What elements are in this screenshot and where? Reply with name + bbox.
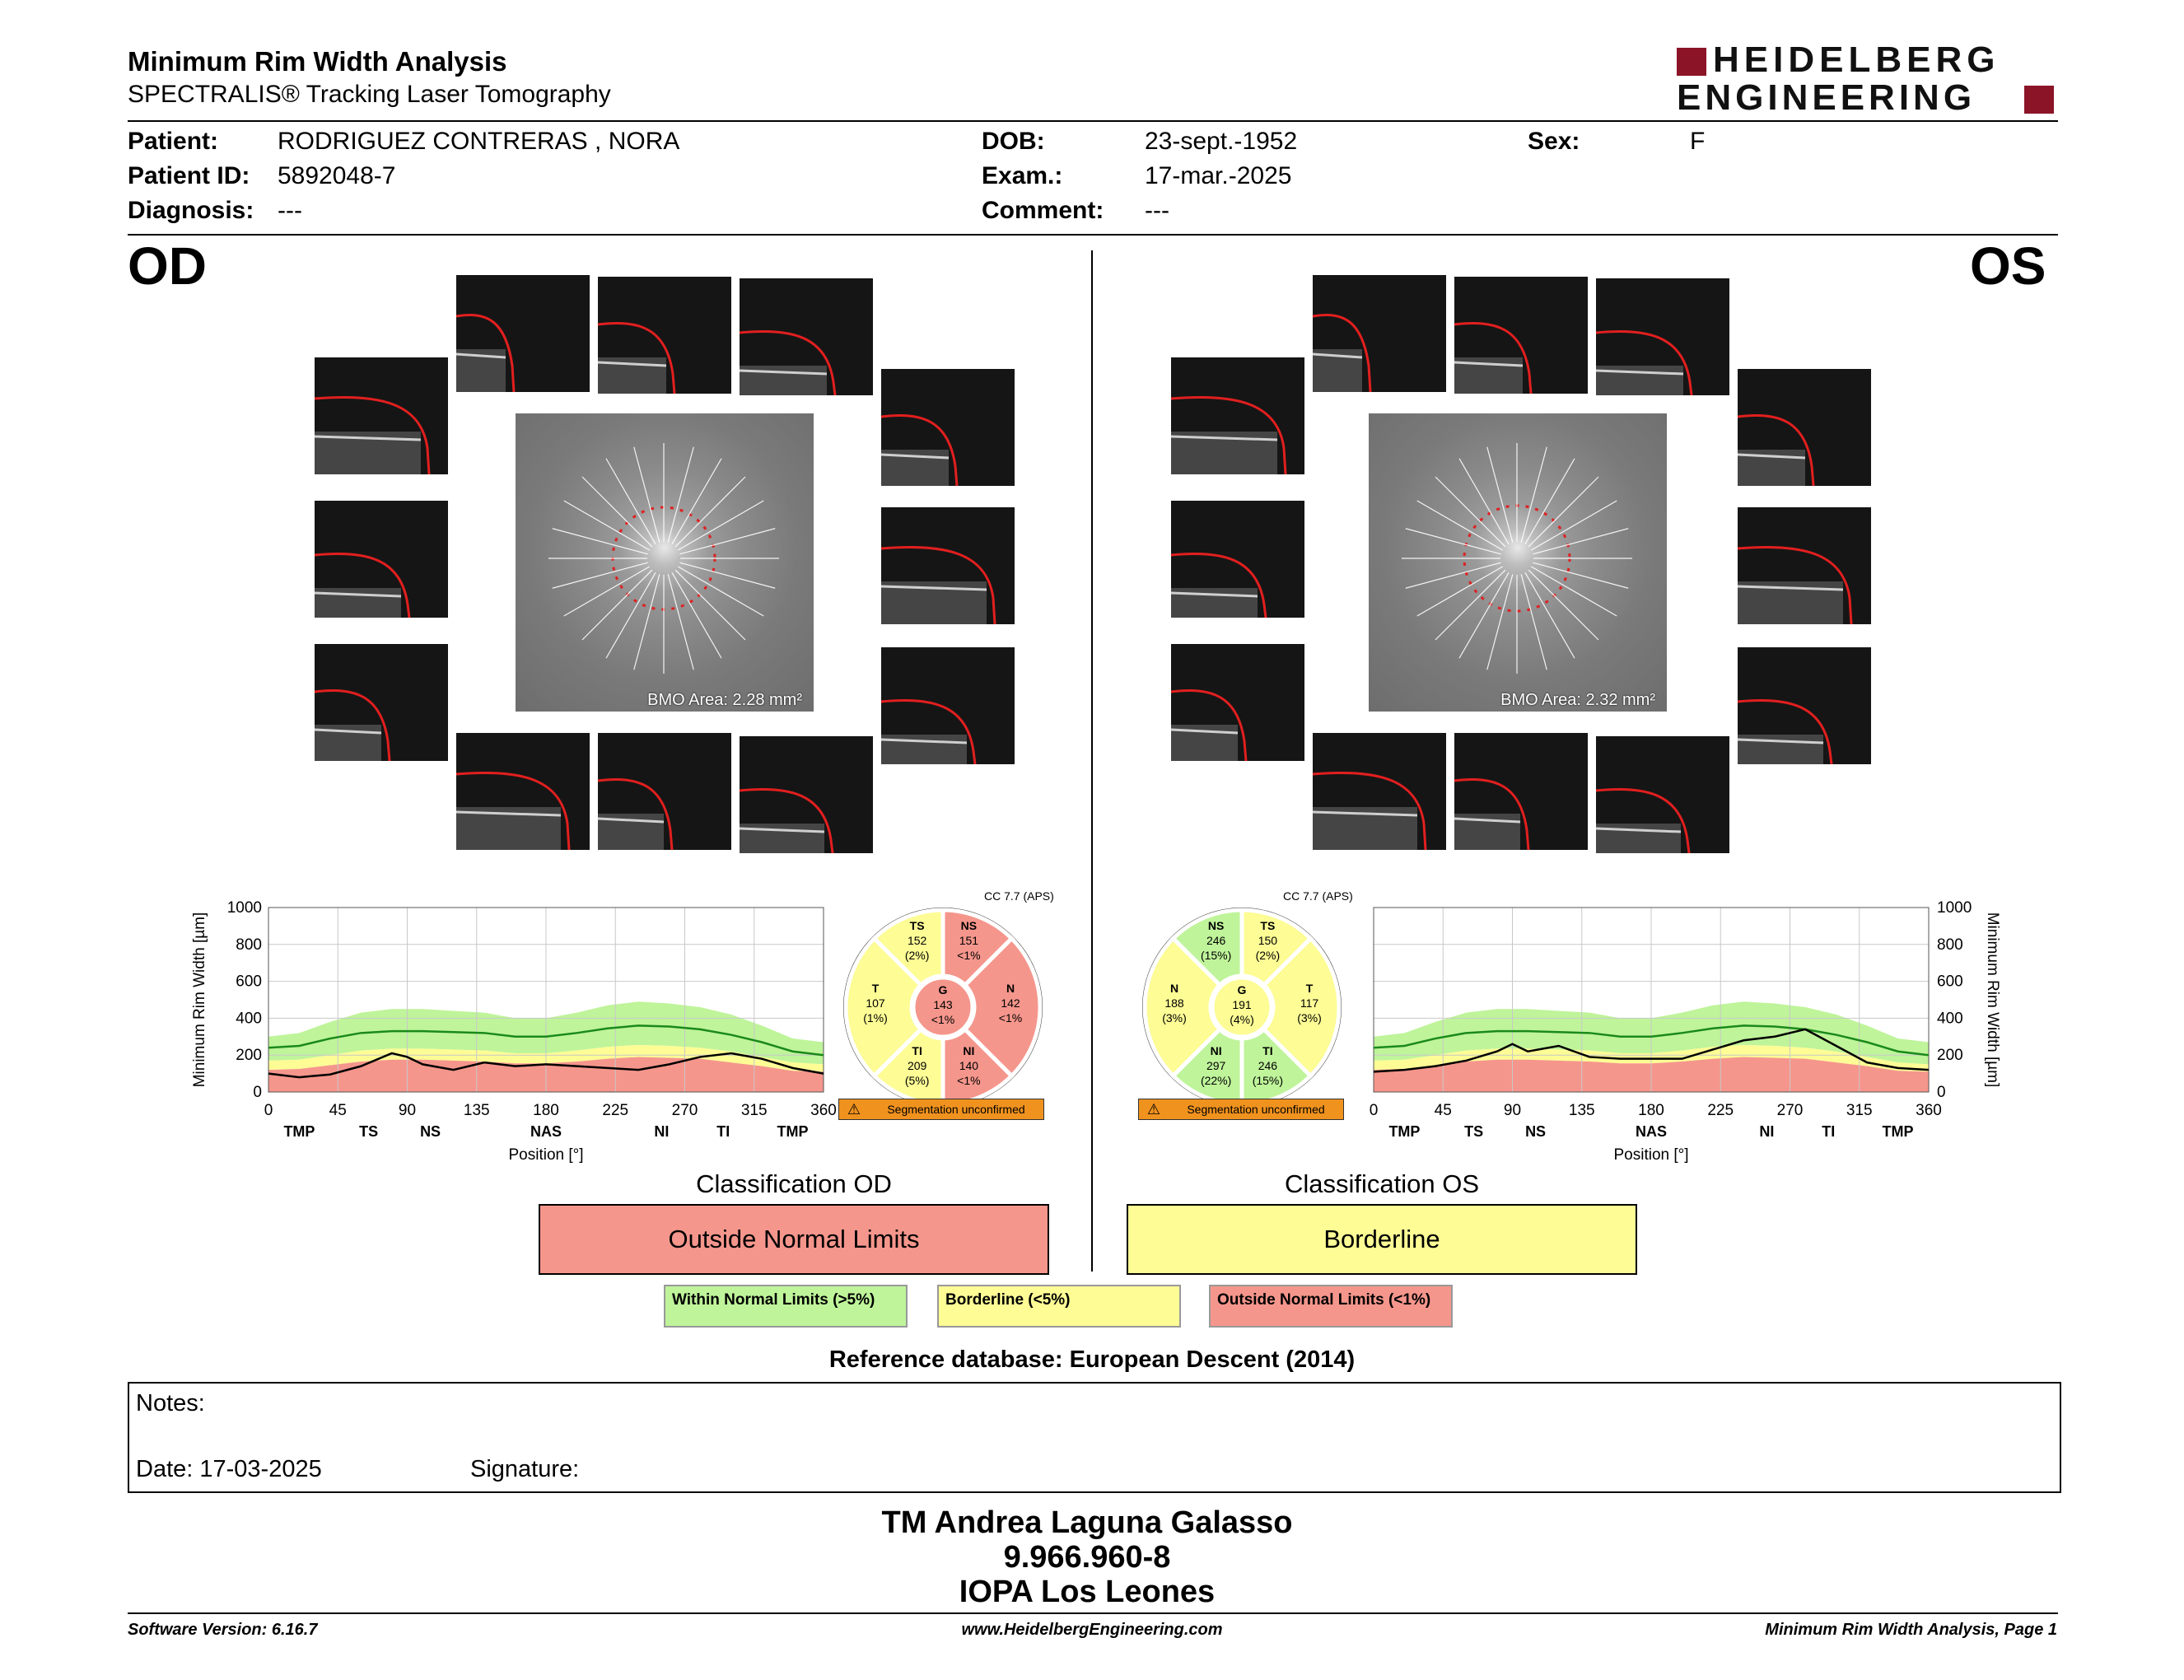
od-sector-label: TMP: [283, 1123, 315, 1140]
od-x-tick: 90: [398, 1102, 417, 1119]
od-segmentation-warning: [838, 1099, 1044, 1120]
od-global-text: <1%: [931, 1013, 955, 1026]
od-y-tick: 400: [236, 1010, 262, 1028]
os-bscan-drawing: [1171, 644, 1304, 761]
os-bscan-drawing: [1313, 733, 1446, 850]
os-x-tick: 45: [1434, 1102, 1452, 1119]
os-sector-text: (15%): [1200, 949, 1232, 963]
os-bscan-drawing: [1454, 277, 1588, 394]
os-x-tick: 315: [1846, 1102, 1873, 1119]
od-sector-text: <1%: [957, 1073, 981, 1087]
od-bscan-drawing: [456, 275, 590, 392]
od-global-text: G: [938, 983, 948, 996]
od-bmo-area: BMO Area: 2.28 mm²: [647, 691, 802, 709]
od-sector-text: NS: [960, 919, 978, 933]
signer-name: TM Andrea Laguna Galasso: [881, 1505, 1293, 1540]
os-x-axis-label: Position [°]: [1613, 1146, 1689, 1164]
warning-icon: ⚠: [847, 1100, 861, 1118]
notes-label: Notes:: [136, 1390, 205, 1416]
od-bscan-thumb: [881, 369, 1015, 486]
os-x-tick: 135: [1568, 1102, 1595, 1119]
os-bscan-drawing: [1171, 501, 1304, 618]
os-bscan-thumb: [1454, 733, 1588, 850]
os-y-tick: 600: [1937, 973, 1963, 991]
os-sector-text: (22%): [1200, 1073, 1232, 1087]
od-classification-result: Outside Normal Limits: [539, 1204, 1049, 1275]
od-x-tick: 315: [740, 1102, 768, 1119]
od-mrw-chart: [189, 898, 837, 1169]
diagnosis-label: Diagnosis:: [128, 197, 254, 224]
os-mrw-chart: [1351, 898, 2001, 1169]
od-sector-text: NI: [963, 1043, 975, 1057]
eye-divider: [1091, 250, 1093, 1272]
os-sector-text: 188: [1164, 996, 1184, 1010]
os-cc-label: CC 7.7 (APS): [1283, 889, 1353, 903]
os-bscan-thumb: [1738, 507, 1871, 624]
od-bscan-thumb: [881, 647, 1015, 764]
footer-website: www.HeidelbergEngineering.com: [961, 1621, 1223, 1639]
os-warning-text: Segmentation unconfirmed: [1187, 1103, 1325, 1116]
od-sector-text: (1%): [863, 1011, 888, 1024]
od-sector-label: NAS: [530, 1123, 562, 1140]
legend-within-normal: Within Normal Limits (>5%): [664, 1285, 908, 1328]
os-y-tick: 800: [1937, 936, 1963, 954]
os-fundus-image: [1369, 413, 1667, 712]
legend-outside-normal: Outside Normal Limits (<1%): [1209, 1285, 1453, 1328]
od-classification-title: Classification OD: [696, 1169, 892, 1198]
od-y-axis-label: Minimum Rim Width [µm]: [191, 912, 208, 1088]
os-x-tick: 180: [1638, 1102, 1664, 1119]
os-sector-text: N: [1169, 982, 1179, 995]
patient-rule: [128, 234, 2058, 236]
os-bscan-drawing: [1313, 275, 1446, 392]
od-bscan-drawing: [881, 507, 1015, 624]
warning-icon: ⚠: [1146, 1100, 1161, 1118]
logo-line1: HEIDELBERG: [1713, 40, 2000, 80]
od-bscan-thumb: [740, 278, 873, 395]
od-bscan-thumb: [456, 733, 590, 850]
fundus-scan-ray: [1435, 570, 1505, 640]
od-bscan-thumb: [456, 275, 590, 392]
footer-page: Minimum Rim Width Analysis, Page 1: [1765, 1621, 2057, 1639]
od-bscan-drawing: [881, 647, 1015, 764]
os-y-tick: 400: [1937, 1010, 1963, 1028]
od-bscan-drawing: [315, 644, 448, 761]
od-sector-text: (2%): [904, 949, 930, 963]
patient-id-label: Patient ID:: [128, 162, 250, 189]
heidelberg-logo: [1677, 40, 2056, 118]
notes-box: [128, 1382, 2061, 1493]
os-bscan-thumb: [1171, 501, 1304, 618]
os-sector-text: NI: [1210, 1043, 1222, 1057]
footer-rule: [128, 1612, 2058, 1614]
od-sector-pie: [840, 904, 1046, 1110]
os-sector-text: TI: [1262, 1043, 1273, 1057]
sex-label: Sex:: [1528, 128, 1580, 155]
footer-software-version: Software Version: 6.16.7: [128, 1621, 318, 1639]
os-bscan-drawing: [1454, 733, 1588, 850]
exam-label: Exam.:: [982, 162, 1063, 189]
od-x-tick: 225: [602, 1102, 629, 1119]
os-eye-label: OS: [1970, 236, 2046, 296]
os-sector-text: TS: [1260, 919, 1276, 933]
os-sector-text: (2%): [1255, 949, 1281, 963]
os-sector-text: NS: [1207, 919, 1225, 933]
os-bscan-thumb: [1171, 644, 1304, 761]
od-sector-text: 209: [907, 1058, 927, 1072]
logo-line2: ENGINEERING: [1677, 77, 1976, 118]
od-x-tick: 45: [329, 1102, 347, 1119]
dob-label: DOB:: [982, 128, 1045, 155]
os-sector-text: (15%): [1252, 1073, 1284, 1087]
signer-institution: IOPA Los Leones: [959, 1575, 1216, 1609]
od-sector-text: 107: [866, 996, 885, 1010]
notes-signature-label: Signature:: [470, 1456, 580, 1482]
sex-value: F: [1690, 128, 1706, 155]
od-sector-label: TI: [716, 1123, 730, 1140]
od-x-tick: 360: [810, 1102, 837, 1119]
os-sector-label: TS: [1464, 1123, 1484, 1140]
od-sector-text: 140: [959, 1058, 979, 1072]
os-sector-label: NAS: [1635, 1123, 1668, 1140]
od-bscan-thumb: [881, 507, 1015, 624]
od-sector-text: TS: [909, 919, 925, 933]
od-sector-label: NS: [420, 1123, 441, 1140]
exam-value: 17-mar.-2025: [1145, 162, 1292, 189]
comment-label: Comment:: [982, 197, 1104, 224]
os-sector-label: TI: [1822, 1123, 1836, 1140]
od-bscan-thumb: [315, 357, 448, 474]
os-sector-pie: [1139, 904, 1345, 1110]
os-bscan-drawing: [1596, 736, 1729, 853]
od-eye-label: OD: [128, 236, 207, 296]
os-bscan-drawing: [1738, 647, 1871, 764]
os-bscan-thumb: [1596, 736, 1729, 853]
os-sector-text: 246: [1206, 934, 1226, 948]
od-x-tick: 135: [463, 1102, 490, 1119]
os-global-text: (4%): [1230, 1013, 1254, 1026]
os-global-text: G: [1237, 983, 1247, 996]
patient-label: Patient:: [128, 128, 219, 155]
od-warning-text: Segmentation unconfirmed: [887, 1103, 1025, 1116]
report-title: Minimum Rim Width Analysis: [128, 46, 507, 77]
od-bscan-thumb: [315, 644, 448, 761]
os-sector-label: TMP: [1882, 1123, 1914, 1140]
os-sector-text: 117: [1300, 996, 1319, 1010]
od-y-tick: 800: [236, 936, 262, 954]
reference-database: Reference database: European Descent (2014): [828, 1346, 1356, 1373]
os-sector-text: (3%): [1297, 1011, 1322, 1024]
od-bscan-drawing: [740, 278, 873, 395]
os-y-axis-label: Minimum Rim Width [µm]: [1984, 912, 2001, 1088]
os-sector-label: NS: [1525, 1123, 1547, 1140]
os-bscan-drawing: [1738, 507, 1871, 624]
os-classification-title: Classification OS: [1284, 1169, 1480, 1198]
od-bscan-thumb: [315, 501, 448, 618]
os-global-text: 191: [1232, 998, 1252, 1011]
os-x-tick: 0: [1369, 1102, 1379, 1119]
os-y-tick: 200: [1937, 1047, 1963, 1065]
os-y-tick: 0: [1937, 1084, 1946, 1101]
os-sector-label: TMP: [1388, 1123, 1421, 1140]
os-bscan-drawing: [1596, 278, 1729, 395]
od-sector-text: TI: [912, 1043, 922, 1057]
os-sector-text: 246: [1258, 1058, 1278, 1072]
od-y-tick: 0: [253, 1084, 262, 1101]
od-bscan-drawing: [456, 733, 590, 850]
logo-square-top: [1677, 48, 1706, 76]
dob-value: 23-sept.-1952: [1145, 128, 1298, 155]
notes-date: Date: 17-03-2025: [136, 1456, 322, 1482]
od-cc-label: CC 7.7 (APS): [984, 889, 1054, 903]
os-bscan-thumb: [1171, 357, 1304, 474]
od-bscan-thumb: [598, 277, 731, 394]
diagnosis-value: ---: [278, 197, 302, 224]
od-sector-text: N: [1006, 982, 1015, 995]
od-y-tick: 600: [236, 973, 262, 991]
os-y-tick: 1000: [1937, 899, 1972, 917]
od-bscan-drawing: [315, 501, 448, 618]
od-sector-label: TMP: [777, 1123, 809, 1140]
od-bscan-thumb: [740, 736, 873, 853]
os-bscan-thumb: [1738, 647, 1871, 764]
signer-id: 9.966.960-8: [1003, 1540, 1171, 1575]
od-sector-text: <1%: [998, 1011, 1023, 1024]
od-bscan-drawing: [598, 733, 731, 850]
od-fundus-image: [516, 413, 814, 712]
os-bscan-thumb: [1596, 278, 1729, 395]
comment-value: ---: [1145, 197, 1169, 224]
os-classification-result: Borderline: [1127, 1204, 1637, 1275]
os-fundus-overlay: [1369, 413, 1667, 712]
od-sector-text: 152: [907, 934, 927, 948]
od-bscan-drawing: [315, 357, 448, 474]
od-sector-text: T: [871, 982, 880, 995]
os-x-tick: 270: [1776, 1102, 1804, 1119]
os-bscan-drawing: [1738, 369, 1871, 486]
os-bscan-drawing: [1171, 357, 1304, 474]
od-sector-text: <1%: [957, 949, 981, 963]
os-sector-text: 150: [1258, 934, 1278, 948]
header-rule: [128, 120, 2058, 122]
os-sector-label: NI: [1759, 1123, 1775, 1140]
os-bscan-thumb: [1313, 733, 1446, 850]
legend-borderline: Borderline (<5%): [937, 1285, 1181, 1328]
od-bscan-thumb: [598, 733, 731, 850]
od-y-tick: 1000: [226, 899, 262, 917]
od-sector-text: (5%): [904, 1073, 930, 1087]
os-x-tick: 90: [1503, 1102, 1522, 1119]
os-sector-text: T: [1305, 982, 1314, 995]
os-bscan-thumb: [1738, 369, 1871, 486]
od-x-tick: 180: [533, 1102, 559, 1119]
os-sector-text: 297: [1206, 1058, 1226, 1072]
od-bscan-drawing: [598, 277, 731, 394]
fundus-scan-ray: [582, 570, 652, 640]
os-bmo-area: BMO Area: 2.32 mm²: [1500, 691, 1655, 709]
od-sector-text: 142: [1001, 996, 1020, 1010]
os-bscan-thumb: [1454, 277, 1588, 394]
os-segmentation-warning: [1138, 1099, 1344, 1120]
os-bscan-thumb: [1313, 275, 1446, 392]
od-bscan-drawing: [740, 736, 873, 853]
od-sector-text: 151: [959, 934, 979, 948]
patient-id-value: 5892048-7: [278, 162, 396, 189]
od-x-tick: 270: [671, 1102, 698, 1119]
od-bscan-drawing: [881, 369, 1015, 486]
fundus-scan-ray: [1528, 570, 1598, 640]
os-x-tick: 225: [1707, 1102, 1734, 1119]
od-sector-label: NI: [654, 1123, 670, 1140]
od-fundus-overlay: [516, 413, 814, 712]
od-global-text: 143: [933, 998, 953, 1011]
logo-square-bottom: [2024, 86, 2054, 114]
patient-value: RODRIGUEZ CONTRERAS , NORA: [278, 128, 680, 155]
od-sector-label: TS: [359, 1123, 379, 1140]
od-y-tick: 200: [236, 1047, 262, 1065]
os-x-tick: 360: [1916, 1102, 1942, 1119]
od-x-tick: 0: [264, 1102, 273, 1119]
report-subtitle: SPECTRALIS® Tracking Laser Tomography: [128, 81, 611, 108]
os-sector-text: (3%): [1162, 1011, 1187, 1024]
od-x-axis-label: Position [°]: [508, 1146, 584, 1164]
